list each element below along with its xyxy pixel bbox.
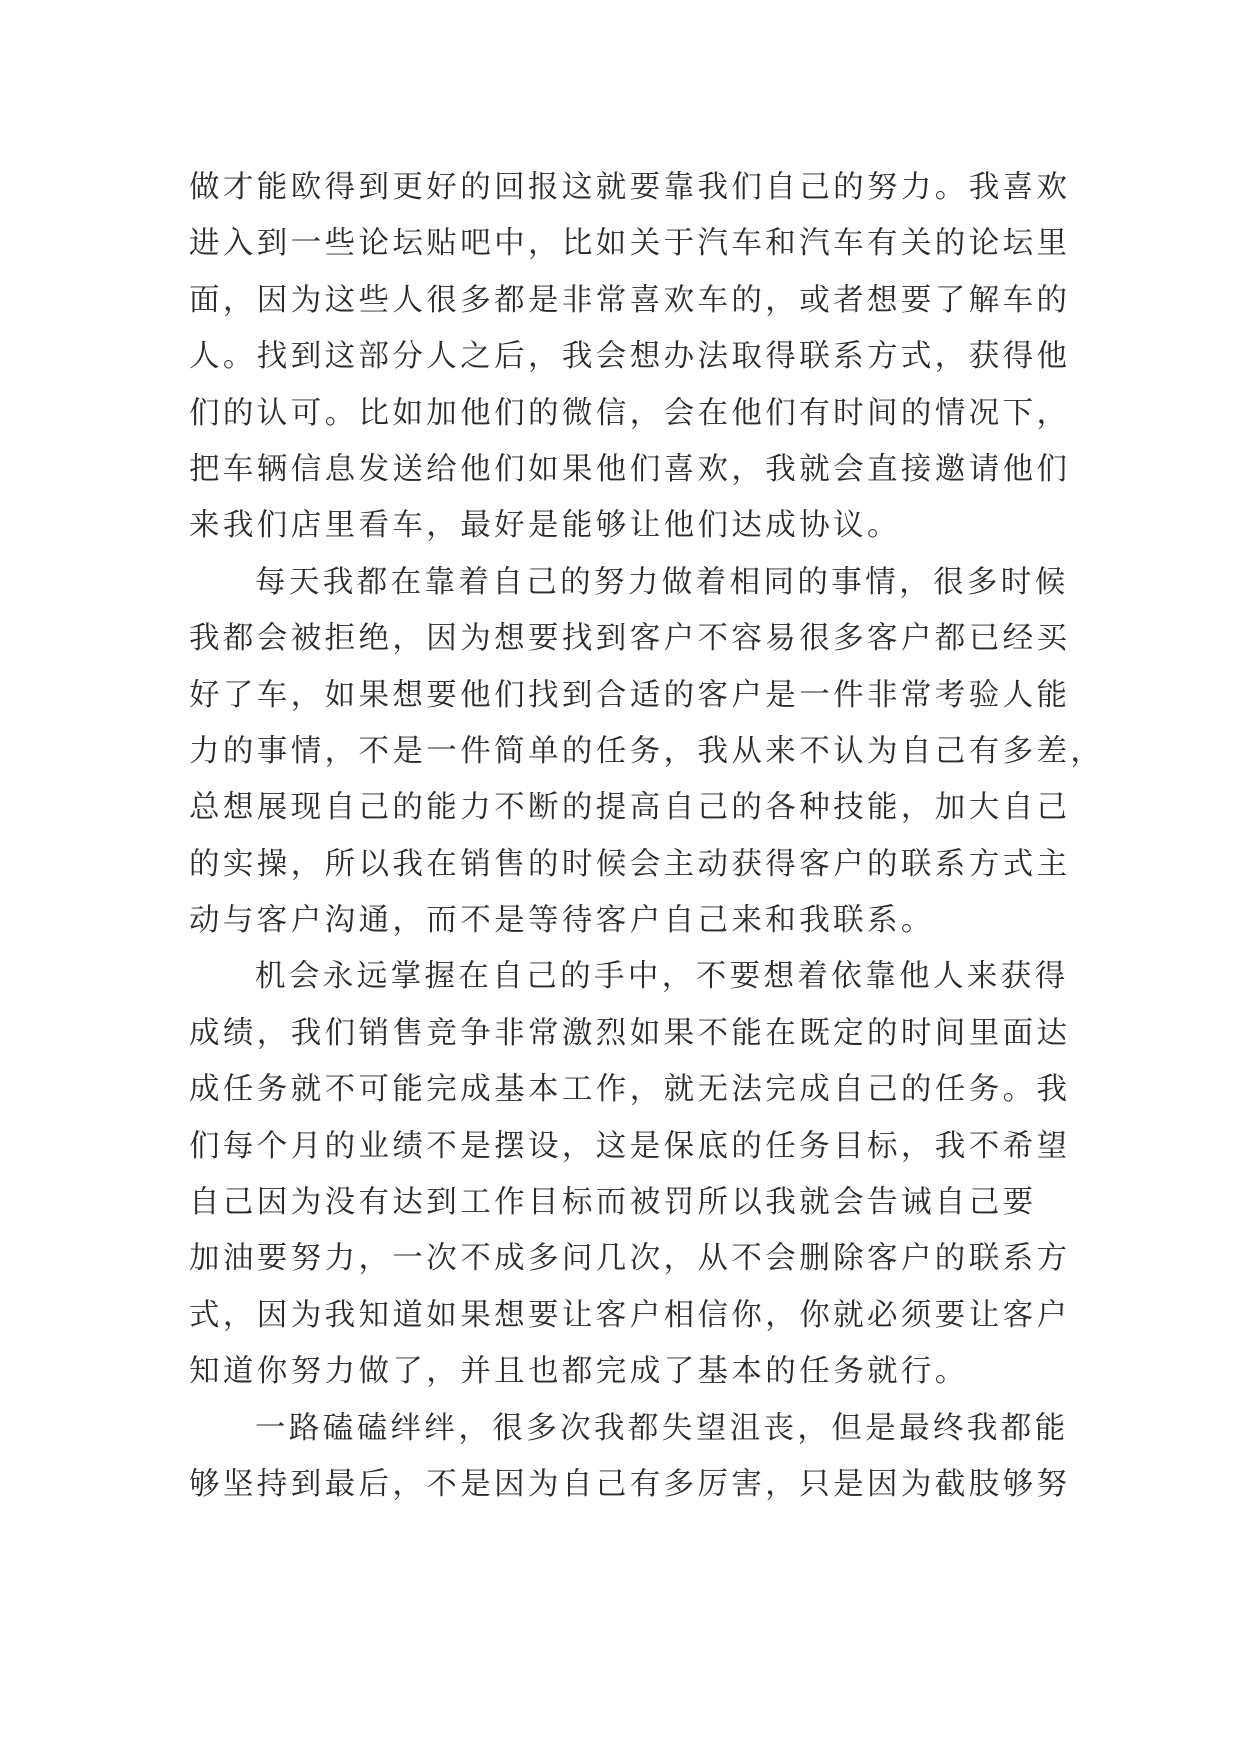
text-line: 来我们店里看车，最好是能够让他们达成协议。 — [189, 508, 901, 544]
text-line: 总想展现自己的能力不断的提高自己的各种技能，加大自己 — [189, 790, 1071, 826]
text-line: 面，因为这些人很多都是非常喜欢车的，或者想要了解车的 — [189, 282, 1071, 318]
text-line: 进入到一些论坛贴吧中，比如关于汽车和汽车有关的论坛里 — [189, 226, 1071, 262]
text-line: 知道你努力做了，并且也都完成了基本的任务就行。 — [189, 1354, 969, 1390]
text-line: 每天我都在靠着自己的努力做着相同的事情，很多时候 — [255, 564, 1069, 600]
text-line: 式，因为我知道如果想要让客户相信你，你就必须要让客户 — [189, 1297, 1071, 1333]
text-line: 自己因为没有达到工作目标而被罚所以我就会告诫自己要 — [189, 1185, 1037, 1221]
text-line: 人。找到这部分人之后，我会想办法取得联系方式，获得他 — [189, 339, 1071, 375]
text-line: 够坚持到最后，不是因为自己有多厉害，只是因为截肢够努 — [189, 1466, 1071, 1502]
text-line: 们每个月的业绩不是摆设，这是保底的任务目标，我不希望 — [189, 1128, 1071, 1164]
text-line: 成绩，我们销售竞争非常激烈如果不能在既定的时间里面达 — [189, 1015, 1071, 1051]
text-line: 们的认可。比如加他们的微信，会在他们有时间的情况下， — [189, 395, 1071, 431]
body-text — [189, 160, 1105, 1513]
text-line: 加油要努力，一次不成多问几次，从不会删除客户的联系方 — [189, 1241, 1071, 1277]
text-line: 的实操，所以我在销售的时候会主动获得客户的联系方式主 — [189, 846, 1071, 882]
text-line: 做才能欧得到更好的回报这就要靠我们自己的努力。我喜欢 — [189, 170, 1071, 205]
text-line: 成任务就不可能完成基本工作，就无法完成自己的任务。我 — [189, 1072, 1071, 1108]
text-line: 动与客户沟通，而不是等待客户自己来和我联系。 — [189, 903, 935, 939]
text-line: 力的事情，不是一件简单的任务，我从来不认为自己有多差， — [189, 733, 1105, 769]
text-line: 好了车，如果想要他们找到合适的客户是一件非常考验人能 — [189, 677, 1071, 713]
text-line: 我都会被拒绝，因为想要找到客户不容易很多客户都已经买 — [189, 621, 1071, 657]
text-line: 一路磕磕绊绊，很多次我都失望沮丧，但是最终我都能 — [255, 1410, 1069, 1446]
text-line: 把车辆信息发送给他们如果他们喜欢，我就会直接邀请他们 — [189, 451, 1071, 487]
text-line: 机会永远掌握在自己的手中，不要想着依靠他人来获得 — [255, 959, 1069, 995]
